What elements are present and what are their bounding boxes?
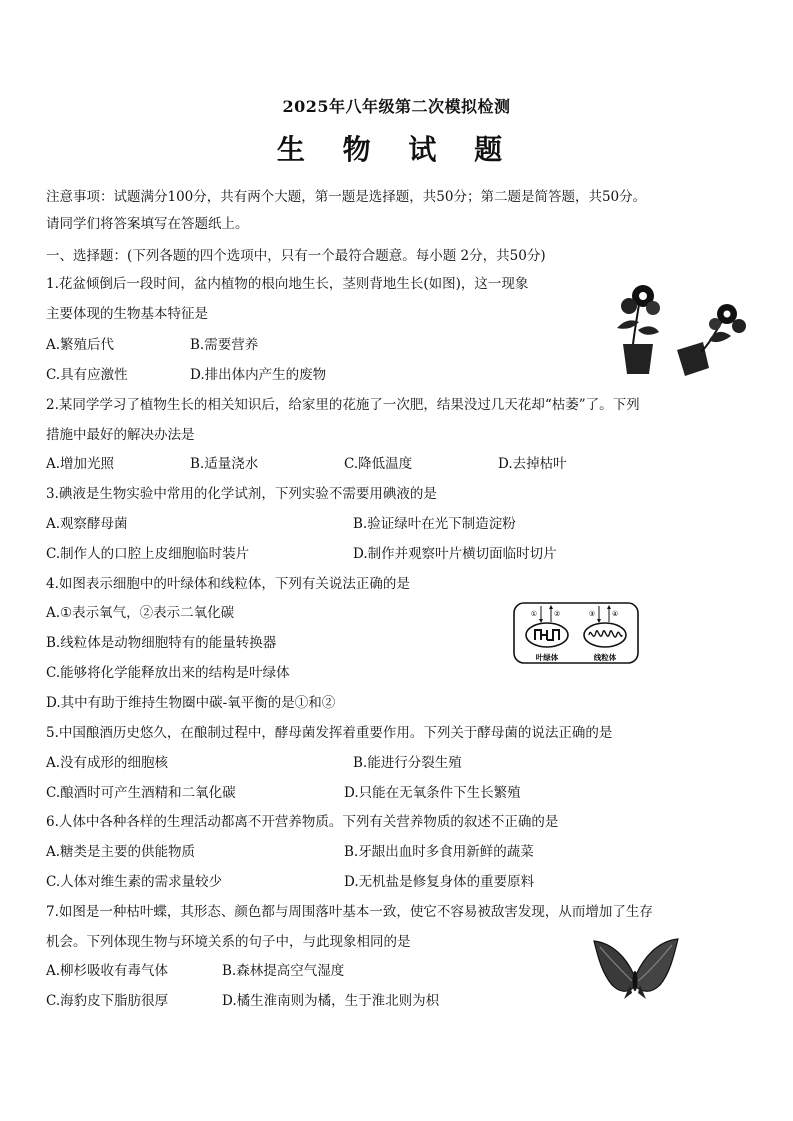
q6-option-c: C.人体对维生素的需求量较少 [46,874,223,890]
q7-option-b: B.森林提高空气湿度 [222,963,345,979]
q4-option-d: D.其中有助于维持生物圈中碳-氧平衡的是①和② [46,695,336,711]
q3-option-b: B.验证绿叶在光下制造淀粉 [353,516,516,532]
q4-option-a: A.①表示氧气，②表示二氧化碳 [46,605,235,621]
butterfly-icon [590,935,682,1003]
q4-stem: 4.如图表示细胞中的叶绿体和线粒体，下列有关说法正确的是 [46,576,410,592]
exam-name: 2025年八年级第二次模拟检测 [282,97,511,116]
q3-option-d: D.制作并观察叶片横切面临时切片 [353,546,557,562]
q6-option-a: A.糖类是主要的供能物质 [46,844,196,860]
q2-option-a: A.增加光照 [46,456,115,472]
q5-stem: 5.中国酿酒历史悠久，在酿制过程中，酵母菌发挥着重要作用。下列关于酵母菌的说法正确的是 [46,725,613,741]
q1-stem-line-1: 1.花盆倾倒后一段时间，盆内植物的根向地生长，茎则背地生长(如图)，这一现象 [46,276,529,292]
q5-option-d: D.只能在无氧条件下生长繁殖 [344,785,521,801]
mark-4: ④ [612,610,619,618]
q7-stem-line-1: 7.如图是一种枯叶蝶，其形态、颜色都与周围落叶基本一致，使它不容易被敌害发现，从而增加了生存 [46,904,653,920]
section-heading: 一、选择题：(下列各题的四个选项中，只有一个最符合题意。每小题 2分，共50分) [46,248,546,264]
q4-option-c: C.能够将化学能释放出来的结构是叶绿体 [46,665,290,681]
q1-option-a: A.繁殖后代 [46,337,115,353]
q7-option-a: A.柳杉吸收有毒气体 [46,963,169,979]
q1-stem-line-2: 主要体现的生物基本特征是 [46,306,208,322]
q4-option-b: B.线粒体是动物细胞特有的能量转换器 [46,635,277,651]
q2-option-c: C.降低温度 [344,456,413,472]
q1-option-b: B.需要营养 [190,337,259,353]
q6-option-b: B.牙龈出血时多食用新鲜的蔬菜 [344,844,534,860]
q1-option-c: C.具有应激性 [46,367,128,383]
q7-option-c: C.海豹皮下脂肪很厚 [46,993,169,1009]
notice-line-1: 注意事项：试题满分100分，共有两个大题，第一题是选择题，共50分；第二题是简答题，共50分。 [46,189,647,205]
potted-plant-icon [605,282,750,378]
q5-option-a: A.没有成形的细胞核 [46,755,169,771]
q5-option-b: B.能进行分裂生殖 [353,755,462,771]
q3-option-c: C.制作人的口腔上皮细胞临时装片 [46,546,250,562]
q3-option-a: A.观察酵母菌 [46,516,128,532]
mark-2: ② [554,610,561,618]
q7-stem-line-2: 机会。下列体现生物与环境关系的句子中，与此现象相同的是 [46,934,411,950]
mark-1: ① [530,610,537,618]
q2-option-b: B.适量浇水 [190,456,259,472]
q7-option-d: D.橘生淮南则为橘，生于淮北则为枳 [222,993,440,1009]
q2-option-d: D.去掉枯叶 [498,456,567,472]
notice-line-2: 请同学们将答案填写在答题纸上。 [46,216,249,232]
q6-stem: 6.人体中各种各样的生理活动都离不开营养物质。下列有关营养物质的叙述不正确的是 [46,814,559,830]
q6-option-d: D.无机盐是修复身体的重要原料 [344,874,535,890]
q1-option-d: D.排出体内产生的废物 [190,367,327,383]
mark-3: ③ [588,610,595,618]
organelle-diagram [513,602,639,664]
q5-option-c: C.酿酒时可产生酒精和二氧化碳 [46,785,236,801]
q2-stem-line-1: 2.某同学学习了植物生长的相关知识后，给家里的花施了一次肥，结果没过几天花却“枯萎”了。下列 [46,397,640,413]
q2-stem-line-2: 措施中最好的解决办法是 [46,427,195,443]
chloroplast-label: 叶绿体 [535,653,559,662]
mitochondrion-label: 线粒体 [593,653,617,662]
page-title: 生 物 试 题 [276,133,517,166]
q3-stem: 3.碘液是生物实验中常用的化学试剂，下列实验不需要用碘液的是 [46,486,437,502]
